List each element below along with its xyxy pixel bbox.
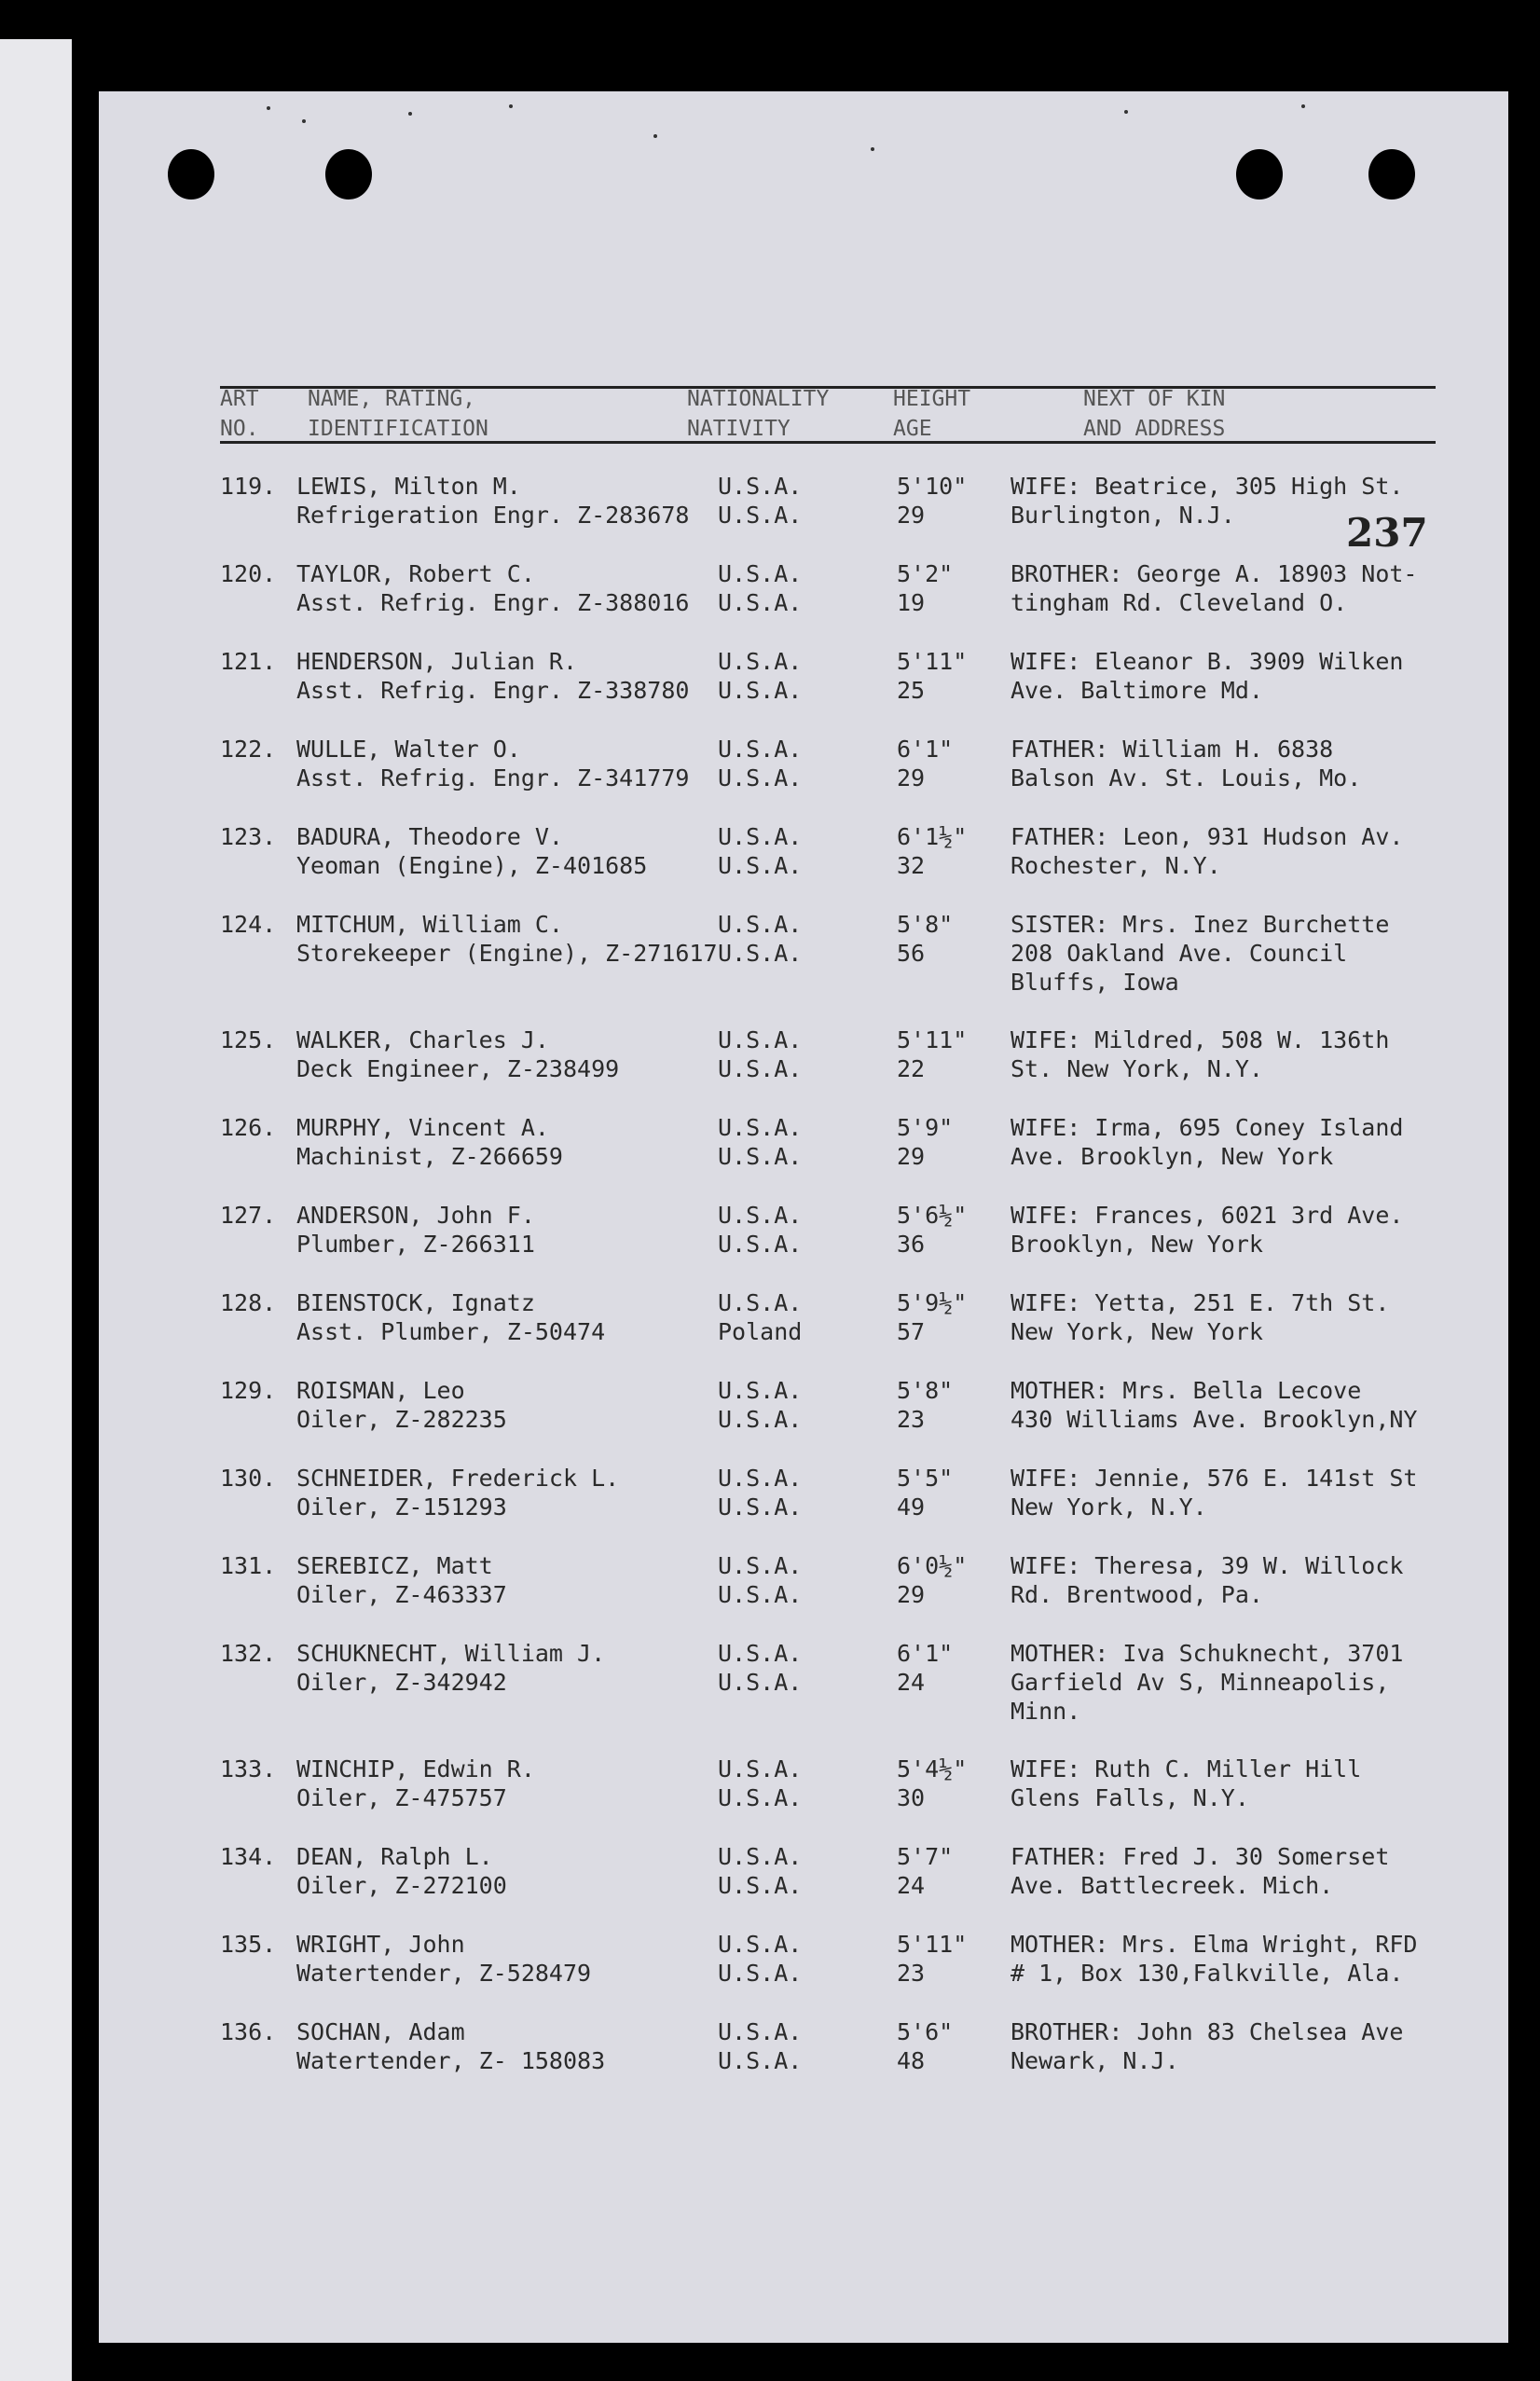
- crew-rating-id: Oiler, Z-463337: [296, 1581, 507, 1608]
- entry-number: 122.: [220, 736, 277, 763]
- dust-speck: [509, 104, 513, 108]
- crew-age: 23: [897, 1960, 926, 1987]
- kin-line: WIFE: Beatrice, 305 High St.: [1011, 473, 1404, 500]
- kin-line: Brooklyn, New York: [1011, 1231, 1263, 1258]
- crew-height: 5'7": [897, 1843, 954, 1870]
- crew-nationality: U.S.A.: [718, 1640, 803, 1667]
- crew-nationality: U.S.A.: [718, 1843, 803, 1870]
- entry-height-age: [897, 1930, 967, 1988]
- crew-nativity: U.S.A.: [718, 677, 803, 704]
- entry-number: 134.: [220, 1843, 277, 1870]
- crew-name: WRIGHT, John: [296, 1931, 465, 1958]
- crew-height: 5'6½": [897, 1202, 968, 1229]
- entry-number: 128.: [220, 1289, 277, 1316]
- entry-nationality: [718, 910, 802, 968]
- crew-height: 5'8": [897, 1377, 954, 1404]
- crew-height: 5'10": [897, 473, 968, 500]
- entry-next-of-kin: [1011, 1201, 1403, 1259]
- entry-number: 120.: [220, 560, 277, 587]
- kin-line: Rochester, N.Y.: [1011, 852, 1221, 879]
- dust-speck: [267, 106, 270, 110]
- crew-height: 5'5": [897, 1465, 954, 1492]
- punch-hole: [168, 149, 214, 200]
- crew-nativity: U.S.A.: [718, 852, 803, 879]
- entry-next-of-kin: [1011, 735, 1361, 792]
- entry-number: 135.: [220, 1931, 277, 1958]
- crew-nationality: U.S.A.: [718, 1552, 803, 1579]
- entry-name-rating: [296, 1113, 563, 1171]
- crew-nativity: U.S.A.: [718, 1872, 803, 1899]
- crew-rating-id: Asst. Plumber, Z-50474: [296, 1318, 606, 1345]
- crew-name: LEWIS, Milton M.: [296, 473, 521, 500]
- entry-number: 124.: [220, 911, 277, 938]
- adjacent-page-edge: [0, 39, 72, 2381]
- entry-next-of-kin: [1011, 1376, 1418, 1434]
- entry-height-age: [897, 1025, 967, 1083]
- entry-number: 125.: [220, 1026, 277, 1053]
- entry-height-age: [897, 647, 967, 705]
- crew-nationality: U.S.A.: [718, 1202, 803, 1229]
- entry-nationality: [718, 1755, 802, 1812]
- kin-line: WIFE: Theresa, 39 W. Willock: [1011, 1552, 1404, 1579]
- entry-next-of-kin: [1011, 1288, 1389, 1346]
- crew-nativity: U.S.A.: [718, 1493, 803, 1521]
- crew-nationality: U.S.A.: [718, 1377, 803, 1404]
- crew-age: 30: [897, 1784, 926, 1811]
- entry-height-age: [897, 1842, 953, 1900]
- crew-name: DEAN, Ralph L.: [296, 1843, 493, 1870]
- entry-height-age: [897, 735, 953, 792]
- kin-line: FATHER: Leon, 931 Hudson Av.: [1011, 823, 1404, 850]
- crew-nativity: U.S.A.: [718, 1960, 803, 1987]
- crew-height: 6'1½": [897, 823, 968, 850]
- crew-nativity: U.S.A.: [718, 1784, 803, 1811]
- entry-number: 123.: [220, 823, 277, 850]
- kin-line: MOTHER: Iva Schuknecht, 3701: [1011, 1640, 1404, 1667]
- crew-nationality: U.S.A.: [718, 648, 803, 675]
- crew-height: 5'6": [897, 2018, 954, 2045]
- crew-nationality: U.S.A.: [718, 560, 803, 587]
- kin-line: Rd. Brentwood, Pa.: [1011, 1581, 1263, 1608]
- crew-name: MITCHUM, William C.: [296, 911, 563, 938]
- entry-next-of-kin: [1011, 1113, 1403, 1171]
- entry-number: 121.: [220, 648, 277, 675]
- crew-nativity: U.S.A.: [718, 502, 803, 529]
- entry-number: 129.: [220, 1377, 277, 1404]
- kin-line: FATHER: Fred J. 30 Somerset: [1011, 1843, 1390, 1870]
- crew-nativity: U.S.A.: [718, 1143, 803, 1170]
- entry-height-age: [897, 559, 953, 617]
- crew-name: BIENSTOCK, Ignatz: [296, 1289, 535, 1316]
- crew-height: 5'11": [897, 648, 968, 675]
- punch-hole: [325, 149, 372, 200]
- entry-next-of-kin: [1011, 2017, 1403, 2075]
- entry-number: 131.: [220, 1552, 277, 1579]
- crew-name: WINCHIP, Edwin R.: [296, 1755, 535, 1782]
- crew-rating-id: Asst. Refrig. Engr. Z-341779: [296, 764, 690, 791]
- crew-rating-id: Oiler, Z-151293: [296, 1493, 507, 1521]
- entry-next-of-kin: [1011, 1755, 1361, 1812]
- crew-nativity: U.S.A.: [718, 1406, 803, 1433]
- kin-line: St. New York, N.Y.: [1011, 1055, 1263, 1082]
- crew-rating-id: Watertender, Z- 158083: [296, 2047, 606, 2074]
- entry-height-age: [897, 1288, 967, 1346]
- header-bottom-rule: [220, 441, 1436, 444]
- kin-line: MOTHER: Mrs. Bella Lecove: [1011, 1377, 1362, 1404]
- entry-height-age: [897, 1551, 967, 1609]
- entry-name-rating: [296, 1464, 619, 1521]
- crew-nativity: U.S.A.: [718, 1581, 803, 1608]
- entry-number: 126.: [220, 1114, 277, 1141]
- crew-age: 36: [897, 1231, 926, 1258]
- kin-line: tingham Rd. Cleveland O.: [1011, 589, 1348, 616]
- crew-height: 5'2": [897, 560, 954, 587]
- crew-rating-id: Deck Engineer, Z-238499: [296, 1055, 620, 1082]
- crew-rating-id: Watertender, Z-528479: [296, 1960, 592, 1987]
- dust-speck: [653, 134, 657, 138]
- crew-nativity: U.S.A.: [718, 1231, 803, 1258]
- crew-age: 29: [897, 1143, 926, 1170]
- crew-rating-id: Storekeeper (Engine), Z-271617: [296, 940, 718, 967]
- punch-hole: [1368, 149, 1415, 200]
- crew-rating-id: Asst. Refrig. Engr. Z-388016: [296, 589, 690, 616]
- entry-next-of-kin: [1011, 1025, 1389, 1083]
- crew-nationality: U.S.A.: [718, 1114, 803, 1141]
- entry-number: 119.: [220, 473, 277, 500]
- crew-rating-id: Plumber, Z-266311: [296, 1231, 535, 1258]
- kin-line: New York, N.Y.: [1011, 1493, 1207, 1521]
- crew-height: 5'9": [897, 1114, 954, 1141]
- kin-line: WIFE: Ruth C. Miller Hill: [1011, 1755, 1362, 1782]
- crew-age: 24: [897, 1669, 926, 1696]
- crew-height: 5'4½": [897, 1755, 968, 1782]
- kin-line: Glens Falls, N.Y.: [1011, 1784, 1249, 1811]
- entry-nationality: [718, 1113, 802, 1171]
- header-nationality: NATIONALITY NATIVITY: [687, 387, 830, 441]
- dust-speck: [408, 112, 412, 116]
- kin-line: Garfield Av S, Minneapolis,: [1011, 1669, 1390, 1696]
- entry-height-age: [897, 1464, 953, 1521]
- entry-height-age: [897, 472, 967, 530]
- entry-name-rating: [296, 559, 689, 617]
- entry-height-age: [897, 910, 953, 968]
- header-next-of-kin: NEXT OF KIN AND ADDRESS: [1083, 387, 1226, 441]
- crew-rating-id: Refrigeration Engr. Z-283678: [296, 502, 690, 529]
- entry-height-age: [897, 1376, 953, 1434]
- crew-name: SEREBICZ, Matt: [296, 1552, 493, 1579]
- crew-rating-id: Yeoman (Engine), Z-401685: [296, 852, 648, 879]
- entry-number: 133.: [220, 1755, 277, 1782]
- crew-name: WALKER, Charles J.: [296, 1026, 549, 1053]
- crew-height: 6'1": [897, 736, 954, 763]
- header-height-age: HEIGHT AGE: [893, 387, 971, 441]
- entry-height-age: [897, 1113, 953, 1171]
- entry-number: 132.: [220, 1640, 277, 1667]
- crew-name: TAYLOR, Robert C.: [296, 560, 535, 587]
- entry-next-of-kin: [1011, 1639, 1403, 1726]
- crew-age: 29: [897, 764, 926, 791]
- crew-name: BADURA, Theodore V.: [296, 823, 563, 850]
- crew-rating-id: Oiler, Z-272100: [296, 1872, 507, 1899]
- entry-name-rating: [296, 1639, 605, 1697]
- entry-height-age: [897, 822, 967, 880]
- crew-rating-id: Oiler, Z-475757: [296, 1784, 507, 1811]
- kin-line: Balson Av. St. Louis, Mo.: [1011, 764, 1362, 791]
- crew-name: HENDERSON, Julian R.: [296, 648, 578, 675]
- entry-number: 130.: [220, 1465, 277, 1492]
- crew-age: 48: [897, 2047, 926, 2074]
- crew-rating-id: Asst. Refrig. Engr. Z-338780: [296, 677, 690, 704]
- crew-height: 5'11": [897, 1026, 968, 1053]
- entry-next-of-kin: [1011, 472, 1403, 530]
- kin-line: # 1, Box 130,Falkville, Ala.: [1011, 1960, 1404, 1987]
- kin-line: WIFE: Frances, 6021 3rd Ave.: [1011, 1202, 1404, 1229]
- crew-nationality: U.S.A.: [718, 823, 803, 850]
- crew-nationality: U.S.A.: [718, 1465, 803, 1492]
- kin-line: WIFE: Yetta, 251 E. 7th St.: [1011, 1289, 1390, 1316]
- kin-line: WIFE: Jennie, 576 E. 141st St: [1011, 1465, 1418, 1492]
- entry-nationality: [718, 1551, 802, 1609]
- entry-next-of-kin: [1011, 1930, 1418, 1988]
- entry-nationality: [718, 735, 802, 792]
- crew-nativity: U.S.A.: [718, 2047, 803, 2074]
- entry-next-of-kin: [1011, 1842, 1389, 1900]
- entry-nationality: [718, 472, 802, 530]
- crew-rating-id: Machinist, Z-266659: [296, 1143, 563, 1170]
- entry-name-rating: [296, 2017, 605, 2075]
- entry-name-rating: [296, 1551, 507, 1609]
- kin-line: BROTHER: John 83 Chelsea Ave: [1011, 2018, 1404, 2045]
- kin-line: BROTHER: George A. 18903 Not-: [1011, 560, 1418, 587]
- entry-name-rating: [296, 1842, 507, 1900]
- crew-name: SCHNEIDER, Frederick L.: [296, 1465, 620, 1492]
- entry-next-of-kin: [1011, 647, 1403, 705]
- crew-name: MURPHY, Vincent A.: [296, 1114, 549, 1141]
- crew-nativity: U.S.A.: [718, 589, 803, 616]
- crew-nativity: Poland: [718, 1318, 803, 1345]
- crew-height: 6'0½": [897, 1552, 968, 1579]
- kin-line: Burlington, N.J.: [1011, 502, 1235, 529]
- entry-name-rating: [296, 1930, 591, 1988]
- entry-next-of-kin: [1011, 822, 1403, 880]
- entry-number: 127.: [220, 1202, 277, 1229]
- crew-nationality: U.S.A.: [718, 1755, 803, 1782]
- crew-age: 56: [897, 940, 926, 967]
- crew-nationality: U.S.A.: [718, 2018, 803, 2045]
- kin-line: New York, New York: [1011, 1318, 1263, 1345]
- entry-name-rating: [296, 472, 689, 530]
- crew-name: ANDERSON, John F.: [296, 1202, 535, 1229]
- entry-next-of-kin: [1011, 1464, 1418, 1521]
- crew-rating-id: Oiler, Z-282235: [296, 1406, 507, 1433]
- crew-nationality: U.S.A.: [718, 1026, 803, 1053]
- crew-nationality: U.S.A.: [718, 911, 803, 938]
- kin-line: SISTER: Mrs. Inez Burchette: [1011, 911, 1390, 938]
- kin-line: Newark, N.J.: [1011, 2047, 1179, 2074]
- entry-nationality: [718, 1288, 802, 1346]
- entry-number: 136.: [220, 2018, 277, 2045]
- kin-line: WIFE: Irma, 695 Coney Island: [1011, 1114, 1404, 1141]
- entry-nationality: [718, 1201, 802, 1259]
- entry-nationality: [718, 1639, 802, 1697]
- entry-height-age: [897, 2017, 953, 2075]
- crew-age: 32: [897, 852, 926, 879]
- entry-nationality: [718, 1930, 802, 1988]
- entry-nationality: [718, 822, 802, 880]
- kin-line: MOTHER: Mrs. Elma Wright, RFD: [1011, 1931, 1418, 1958]
- entry-name-rating: [296, 647, 689, 705]
- crew-name: SCHUKNECHT, William J.: [296, 1640, 606, 1667]
- entry-nationality: [718, 647, 802, 705]
- kin-line: WIFE: Eleanor B. 3909 Wilken: [1011, 648, 1404, 675]
- crew-nativity: U.S.A.: [718, 764, 803, 791]
- header-name-rating: NAME, RATING, IDENTIFICATION: [308, 387, 488, 441]
- entry-name-rating: [296, 1025, 619, 1083]
- header-art-no: ART NO.: [220, 387, 259, 441]
- crew-nationality: U.S.A.: [718, 1289, 803, 1316]
- crew-rating-id: Oiler, Z-342942: [296, 1669, 507, 1696]
- kin-line: Ave. Brooklyn, New York: [1011, 1143, 1334, 1170]
- dust-speck: [1124, 110, 1128, 114]
- entry-nationality: [718, 1842, 802, 1900]
- entry-name-rating: [296, 1755, 535, 1812]
- kin-line: Ave. Baltimore Md.: [1011, 677, 1263, 704]
- crew-height: 5'9½": [897, 1289, 968, 1316]
- entry-height-age: [897, 1639, 953, 1697]
- punch-hole: [1236, 149, 1283, 200]
- entry-name-rating: [296, 910, 718, 968]
- crew-age: 57: [897, 1318, 926, 1345]
- entry-name-rating: [296, 822, 647, 880]
- entry-nationality: [718, 1025, 802, 1083]
- crew-height: 5'8": [897, 911, 954, 938]
- entry-nationality: [718, 2017, 802, 2075]
- entry-name-rating: [296, 1376, 507, 1434]
- crew-name: WULLE, Walter O.: [296, 736, 521, 763]
- entry-next-of-kin: [1011, 559, 1418, 617]
- entry-nationality: [718, 1464, 802, 1521]
- kin-line: WIFE: Mildred, 508 W. 136th: [1011, 1026, 1390, 1053]
- kin-line: FATHER: William H. 6838: [1011, 736, 1334, 763]
- entry-height-age: [897, 1755, 967, 1812]
- entry-next-of-kin: [1011, 910, 1389, 997]
- crew-nativity: U.S.A.: [718, 940, 803, 967]
- crew-age: 24: [897, 1872, 926, 1899]
- entry-nationality: [718, 1376, 802, 1434]
- crew-age: 19: [897, 589, 926, 616]
- kin-line: Minn.: [1011, 1698, 1081, 1725]
- entry-name-rating: [296, 1288, 605, 1346]
- kin-line: Ave. Battlecreek. Mich.: [1011, 1872, 1334, 1899]
- crew-nativity: U.S.A.: [718, 1669, 803, 1696]
- entry-next-of-kin: [1011, 1551, 1403, 1609]
- kin-line: 208 Oakland Ave. Council: [1011, 940, 1348, 967]
- entry-name-rating: [296, 735, 689, 792]
- crew-name: ROISMAN, Leo: [296, 1377, 465, 1404]
- page-number: 237: [1346, 510, 1428, 556]
- crew-age: 29: [897, 502, 926, 529]
- kin-line: Bluffs, Iowa: [1011, 969, 1179, 996]
- crew-name: SOCHAN, Adam: [296, 2018, 465, 2045]
- entry-nationality: [718, 559, 802, 617]
- dust-speck: [1301, 104, 1305, 108]
- crew-height: 5'11": [897, 1931, 968, 1958]
- crew-nationality: U.S.A.: [718, 473, 803, 500]
- crew-age: 49: [897, 1493, 926, 1521]
- dust-speck: [302, 119, 306, 123]
- crew-nationality: U.S.A.: [718, 736, 803, 763]
- crew-height: 6'1": [897, 1640, 954, 1667]
- crew-age: 29: [897, 1581, 926, 1608]
- crew-nationality: U.S.A.: [718, 1931, 803, 1958]
- crew-nativity: U.S.A.: [718, 1055, 803, 1082]
- entry-name-rating: [296, 1201, 535, 1259]
- dust-speck: [871, 147, 874, 151]
- entry-height-age: [897, 1201, 967, 1259]
- crew-age: 25: [897, 677, 926, 704]
- crew-age: 23: [897, 1406, 926, 1433]
- kin-line: 430 Williams Ave. Brooklyn,NY: [1011, 1406, 1418, 1433]
- crew-age: 22: [897, 1055, 926, 1082]
